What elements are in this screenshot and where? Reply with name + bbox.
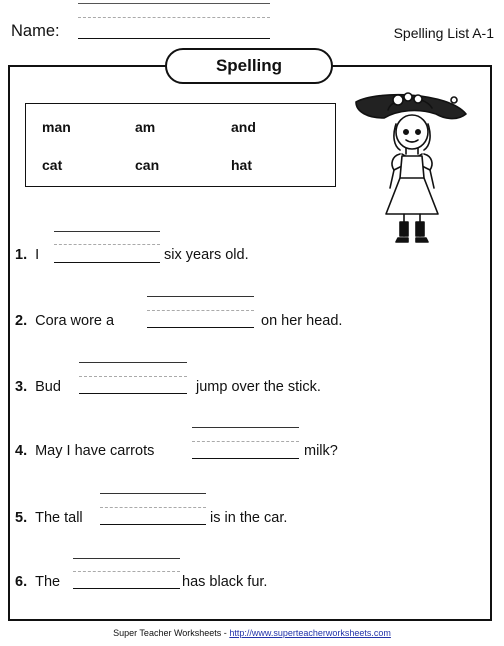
page-title: Spelling xyxy=(215,56,283,75)
question-text-before: Bud xyxy=(35,379,61,395)
question-4 xyxy=(15,443,154,459)
spelling-list-label: Spelling List A-1 xyxy=(393,25,494,41)
answer-guide-dashed xyxy=(100,507,206,508)
question-text-before: May I have carrots xyxy=(35,443,155,459)
question-number: 2. xyxy=(15,313,28,329)
question-number: 6. xyxy=(15,574,28,590)
word-bank-item: cat xyxy=(42,157,63,173)
question-2 xyxy=(15,313,114,329)
word-bank-item: man xyxy=(42,119,71,135)
answer-blank-2[interactable] xyxy=(147,327,254,328)
question-text-after: is in the car. xyxy=(210,510,288,526)
answer-guide-top xyxy=(54,231,160,232)
answer-guide-top xyxy=(100,493,206,494)
question-text-after: has black fur. xyxy=(182,574,268,590)
question-number: 1. xyxy=(15,247,28,263)
footer-text: Super Teacher Worksheets - xyxy=(113,628,227,638)
question-number: 4. xyxy=(15,443,28,459)
question-number: 5. xyxy=(15,510,28,526)
answer-blank-4[interactable] xyxy=(192,458,299,459)
question-text-after: six years old. xyxy=(164,247,249,263)
question-text-before: Cora wore a xyxy=(35,313,115,329)
answer-guide-dashed xyxy=(54,244,160,245)
answer-guide-dashed xyxy=(147,310,254,311)
question-text-after: milk? xyxy=(304,443,338,459)
title-banner xyxy=(165,48,333,84)
footer-link[interactable]: http://www.superteacherworksheets.com xyxy=(229,628,391,638)
name-guide-dashed xyxy=(78,17,270,18)
answer-blank-6[interactable] xyxy=(73,588,180,589)
girl-with-hat-icon xyxy=(348,88,470,256)
name-field[interactable] xyxy=(78,38,270,39)
word-bank-item: and xyxy=(231,119,256,135)
answer-guide-top xyxy=(147,296,254,297)
answer-blank-3[interactable] xyxy=(79,393,187,394)
answer-blank-5[interactable] xyxy=(100,524,206,525)
word-bank xyxy=(25,103,336,187)
question-5 xyxy=(15,510,83,526)
answer-guide-top xyxy=(73,558,180,559)
question-text-after: on her head. xyxy=(261,313,343,329)
answer-blank-1[interactable] xyxy=(54,262,160,263)
question-6 xyxy=(15,574,60,590)
question-text-before: The xyxy=(35,574,61,590)
question-text-before: I xyxy=(35,247,40,263)
answer-guide-dashed xyxy=(79,376,187,377)
name-guide-top xyxy=(78,3,270,4)
answer-guide-dashed xyxy=(192,441,299,442)
word-bank-item: can xyxy=(135,157,160,173)
question-text-after: jump over the stick. xyxy=(196,379,321,395)
answer-guide-top xyxy=(192,427,299,428)
question-3 xyxy=(15,379,61,395)
answer-guide-dashed xyxy=(73,571,180,572)
question-text-before: The tall xyxy=(35,510,83,526)
question-1 xyxy=(15,247,39,263)
question-number: 3. xyxy=(15,379,28,395)
word-bank-item: am xyxy=(135,119,156,135)
name-label: Name: xyxy=(11,22,60,40)
word-bank-item: hat xyxy=(231,157,252,173)
answer-guide-top xyxy=(79,362,187,363)
footer xyxy=(0,628,504,638)
